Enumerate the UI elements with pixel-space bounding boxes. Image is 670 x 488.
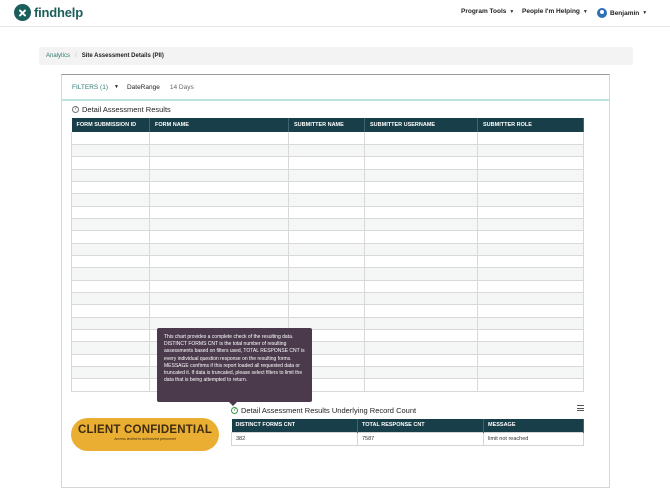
table-cell [150, 268, 289, 280]
table-cell [478, 157, 584, 169]
table-cell [150, 169, 289, 181]
table-row [72, 206, 584, 218]
info-tooltip: This chart provides a complete check of the resulting data. DISTINCT FORMS CNT is the total number of resulting assessments based on filters used, TOTAL RESPONSE CNT is every individual question response on the resulting forms. MESSAGE confirms if this report loaded all requested data or truncated it. If data is truncated, please select filters to limit the data that is being attempted to return. [157, 328, 312, 402]
filter-value[interactable]: 14 Days [169, 83, 194, 91]
table-cell [72, 157, 150, 169]
table-cell [478, 144, 584, 156]
distinct-forms-cnt-value: 382 [232, 432, 358, 445]
results-body [72, 132, 584, 391]
record-count-header-row [232, 419, 584, 432]
record-count-table [231, 419, 584, 446]
table-cell [289, 255, 365, 267]
table-cell [365, 354, 478, 366]
table-cell [478, 181, 584, 193]
filter-name: DateRange [126, 83, 160, 91]
table-cell [72, 194, 150, 206]
table-cell [478, 255, 584, 267]
filter-caret-down-icon[interactable]: ▼ [114, 84, 119, 90]
table-cell [150, 280, 289, 292]
table-cell [365, 330, 478, 342]
table-cell [72, 132, 150, 144]
table-cell [365, 379, 478, 391]
col-form-submission-id[interactable]: FORM SUBMISSION ID [72, 118, 150, 132]
info-icon[interactable]: ? [73, 106, 78, 112]
table-cell [365, 255, 478, 267]
findhelp-logo-icon [14, 4, 31, 21]
table-cell [150, 305, 289, 317]
table-cell [72, 255, 150, 267]
table-cell [365, 132, 478, 144]
results-table [71, 118, 584, 392]
table-row [72, 255, 584, 267]
table-row [72, 379, 584, 391]
col-total-response-cnt[interactable]: TOTAL RESPONSE CNT [358, 419, 484, 432]
table-cell [478, 367, 584, 379]
table-cell [365, 144, 478, 156]
col-form-name[interactable]: FORM NAME [150, 118, 289, 132]
table-cell [365, 367, 478, 379]
table-row [232, 432, 584, 445]
table-cell [478, 342, 584, 354]
table-row [72, 157, 584, 169]
record-count-title-text: Detail Assessment Results Underlying Record Count [241, 406, 417, 415]
table-cell [289, 243, 365, 255]
table-row [72, 218, 584, 230]
table-row [72, 367, 584, 379]
table-row [72, 231, 584, 243]
results-title-text: Detail Assessment Results [82, 105, 171, 114]
table-cell [289, 292, 365, 304]
table-cell [289, 157, 365, 169]
table-cell [365, 169, 478, 181]
breadcrumb-analytics-link[interactable]: Analytics [46, 53, 71, 59]
table-cell [365, 317, 478, 329]
table-row [72, 144, 584, 156]
message-value: limit not reached [484, 432, 584, 445]
badge-subtitle: Access limited to authorized personnel [114, 437, 176, 441]
table-cell [150, 218, 289, 230]
table-cell [72, 181, 150, 193]
table-cell [365, 231, 478, 243]
table-cell [72, 243, 150, 255]
table-cell [150, 157, 289, 169]
table-cell [289, 194, 365, 206]
badge-title: CLIENT CONFIDENTIAL [77, 424, 213, 436]
table-cell [365, 305, 478, 317]
table-cell [72, 379, 150, 391]
client-confidential-badge [71, 418, 219, 451]
record-count-title [231, 406, 416, 415]
table-cell [478, 243, 584, 255]
table-cell [289, 218, 365, 230]
table-cell [150, 255, 289, 267]
table-cell [365, 194, 478, 206]
table-cell [289, 231, 365, 243]
table-cell [478, 132, 584, 144]
table-cell [478, 292, 584, 304]
table-cell [365, 181, 478, 193]
people-helping-menu[interactable] [522, 8, 588, 15]
table-cell [478, 194, 584, 206]
table-cell [478, 169, 584, 181]
table-cell [365, 292, 478, 304]
table-row [72, 305, 584, 317]
table-cell [478, 317, 584, 329]
table-cell [365, 243, 478, 255]
table-cell [150, 144, 289, 156]
caret-down-icon: ▼ [642, 10, 648, 16]
table-cell [72, 354, 150, 366]
user-menu[interactable] [597, 8, 647, 18]
table-cell [150, 206, 289, 218]
table-cell [72, 231, 150, 243]
table-cell [289, 268, 365, 280]
findhelp-logo[interactable] [14, 4, 83, 21]
table-cell [150, 181, 289, 193]
table-cell [478, 268, 584, 280]
logo-text: findhelp [34, 5, 83, 20]
table-cell [289, 169, 365, 181]
table-row [72, 354, 584, 366]
table-cell [72, 218, 150, 230]
filter-bar [62, 75, 609, 101]
table-cell [365, 206, 478, 218]
breadcrumb-current: Site Assessment Details (PII) [81, 53, 164, 59]
table-cell [365, 280, 478, 292]
table-cell [72, 144, 150, 156]
breadcrumb-separator: / [75, 53, 77, 59]
caret-down-icon: ▼ [509, 8, 515, 15]
user-avatar-icon [597, 8, 607, 18]
table-row [72, 330, 584, 342]
table-cell [365, 157, 478, 169]
table-row [72, 181, 584, 193]
table-cell [72, 330, 150, 342]
table-row [72, 317, 584, 329]
col-submitter-name[interactable]: SUBMITTER NAME [289, 118, 365, 132]
results-header-row [72, 118, 584, 132]
table-cell [478, 379, 584, 391]
table-cell [72, 305, 150, 317]
table-row [72, 342, 584, 354]
program-tools-menu[interactable] [461, 8, 514, 15]
col-submitter-username[interactable]: SUBMITTER USERNAME [365, 118, 478, 132]
total-response-cnt-value: 7587 [358, 432, 484, 445]
info-icon[interactable]: ? [232, 407, 237, 413]
table-row [72, 292, 584, 304]
table-cell [289, 206, 365, 218]
people-helping-label: People I'm Helping [522, 8, 580, 15]
table-row [72, 169, 584, 181]
table-cell [478, 231, 584, 243]
table-cell [365, 268, 478, 280]
table-cell [478, 206, 584, 218]
table-row [72, 280, 584, 292]
table-cell [289, 181, 365, 193]
table-row [72, 194, 584, 206]
table-cell [478, 330, 584, 342]
table-cell [289, 280, 365, 292]
table-cell [72, 169, 150, 181]
table-cell [72, 280, 150, 292]
program-tools-label: Program Tools [461, 8, 507, 15]
table-cell [150, 194, 289, 206]
filters-button[interactable]: FILTERS (1) [72, 83, 108, 91]
menu-icon[interactable] [577, 405, 584, 411]
table-row [72, 132, 584, 144]
table-cell [478, 280, 584, 292]
col-distinct-forms-cnt[interactable]: DISTINCT FORMS CNT [232, 419, 358, 432]
table-row [72, 268, 584, 280]
table-cell [150, 132, 289, 144]
col-message[interactable]: MESSAGE [484, 419, 584, 432]
table-cell [289, 144, 365, 156]
table-cell [478, 218, 584, 230]
table-cell [150, 292, 289, 304]
table-cell [478, 354, 584, 366]
caret-down-icon: ▼ [582, 8, 588, 15]
table-cell [150, 231, 289, 243]
results-title [72, 105, 171, 114]
table-row [72, 243, 584, 255]
table-cell [72, 317, 150, 329]
table-cell [365, 218, 478, 230]
table-cell [289, 132, 365, 144]
table-cell [72, 342, 150, 354]
table-cell [150, 243, 289, 255]
table-cell [72, 268, 150, 280]
table-cell [72, 206, 150, 218]
breadcrumb [39, 47, 633, 65]
table-cell [289, 305, 365, 317]
table-cell [478, 305, 584, 317]
top-nav [0, 0, 670, 27]
col-submitter-role[interactable]: SUBMITTER ROLE [478, 118, 584, 132]
table-cell [365, 342, 478, 354]
table-cell [72, 367, 150, 379]
table-cell [72, 292, 150, 304]
user-name: Benjamin [610, 9, 640, 17]
